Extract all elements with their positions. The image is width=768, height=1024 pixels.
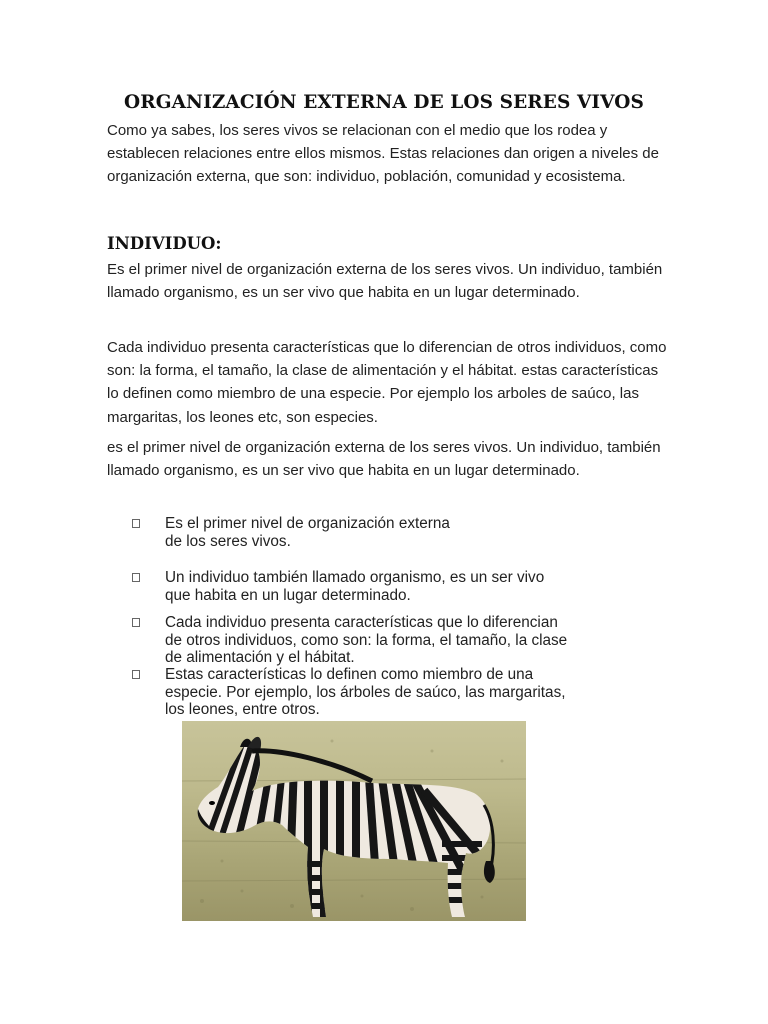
zebra-photo: [182, 721, 526, 921]
list-item-text: Cada individuo presenta características que lo diferencian de otros individuos, como son: la forma, el tamaño, la clase de alimentación y el hábitat.: [165, 614, 568, 666]
paragraph-2: Cada individuo presenta características que lo diferencian de otros individuos, como son: la forma, el tamaño, la clase de alimentación y el hábitat. estas características lo definen como miembro de una especie. Por ejemplo los arboles de saúco, las margaritas, los leones etc, son especies.: [107, 339, 667, 426]
intro-paragraph: Como ya sabes, los seres vivos se relacionan con el medio que los rodea y establecen relaciones entre ellos mismos. Estas relaciones dan origen a niveles de organización externa, que son: individuo, población, comunidad y ecosistema.: [107, 122, 659, 186]
section-heading: INDIVIDUO:: [107, 234, 222, 253]
list-item-text: Es el primer nivel de organización externa de los seres vivos.: [165, 515, 450, 550]
bullet-box-icon: [132, 519, 140, 528]
bullet-box-icon: [132, 670, 140, 679]
page-title: ORGANIZACIÓN EXTERNA DE LOS SERES VIVOS: [124, 92, 644, 113]
bullet-box-icon: [132, 573, 140, 582]
list-item-text: Un individuo también llamado organismo, es un ser vivo que habita en un lugar determinado.: [165, 569, 545, 604]
paragraph-3: es el primer nivel de organización externa de los seres vivos. Un individuo, también llamado organismo, es un ser vivo que habita en un lugar determinado.: [107, 439, 661, 480]
paragraph-1: Es el primer nivel de organización externa de los seres vivos. Un individuo, también llamado organismo, es un ser vivo que habita en un lugar determinado.: [107, 261, 663, 302]
zebra-illustration: [182, 721, 526, 921]
list-item-text: Estas características lo definen como miembro de una especie. Por ejemplo, los árboles de saúco, las margaritas, los leones, entre otros.: [165, 666, 566, 718]
bullet-box-icon: [132, 618, 140, 627]
